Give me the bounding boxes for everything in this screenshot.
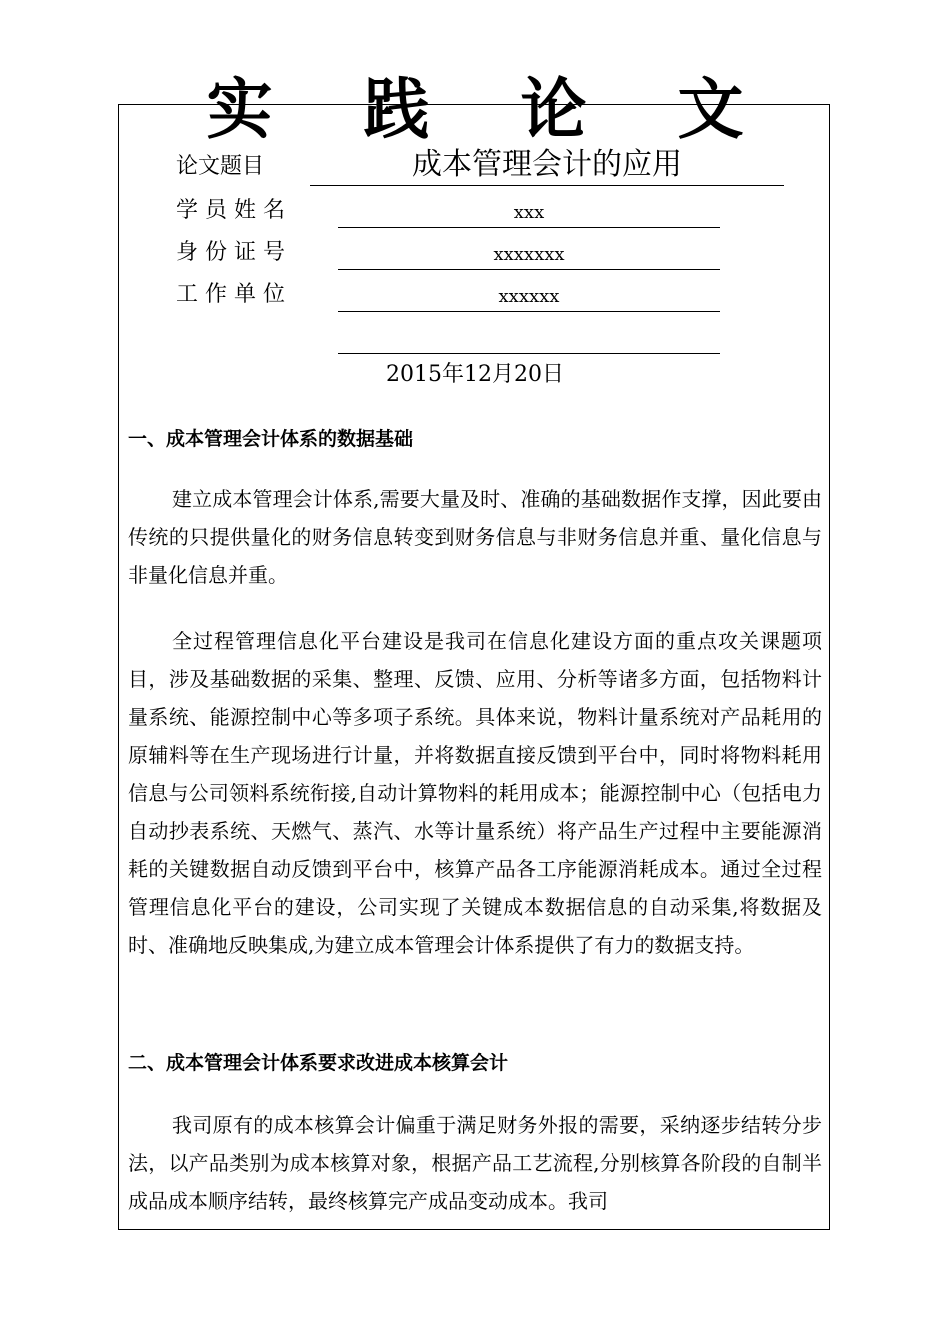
paragraph-2: 全过程管理信息化平台建设是我司在信息化建设方面的重点攻关课题项目，涉及基础数据的采集、整理、反馈、应用、分析等诸多方面，包括物料计量系统、能源控制中心等多项子系统。具体来说，物料计量系统对产品耗用的原辅料等在生产现场进行计量，并将数据直接反馈到平台中，同时将物料耗用信息与公司领料系统衔接,自动计算物料的耗用成本；能源控制中心（包括电力自动抄表系统、天燃气、蒸汽、水等计量系统）将产品生产过程中主要能源消耗的关键数据自动反馈到平台中，核算产品各工序能源消耗成本。通过全过程管理信息化平台的建设，公司实现了关键成本数据信息的自动采集,将数据及时、准确地反映集成,为建立成本管理会计体系提供了有力的数据支持。 (128, 629, 822, 957)
paragraph-1: 建立成本管理会计体系,需要大量及时、准确的基础数据作支撑，因此要由传统的只提供量化的财务信息转变到财务信息与非财务信息并重、量化信息与非量化信息并重。 (128, 487, 822, 587)
paragraph-3: 我司原有的成本核算会计偏重于满足财务外报的需要，采纳逐步结转分步法，以产品类别为成本核算对象，根据产品工艺流程,分别核算各阶段的自制半成品成本顺序结转，最终核算完产成品变动成本。我司 (128, 1113, 822, 1213)
name-value: xxx (338, 200, 720, 228)
blank-underline (338, 326, 720, 354)
document-title: 实 践 论 文 (206, 71, 778, 148)
section-heading-2: 二、成本管理会计体系要求改进成本核算会计 (128, 1052, 509, 1074)
id-label: 身 份 证 号 (176, 240, 285, 265)
unit-label: 工 作 单 位 (176, 282, 285, 307)
section-heading-1: 一、成本管理会计体系的数据基础 (128, 428, 414, 450)
topic-label: 论文题目 (176, 154, 265, 179)
unit-value: xxxxxx (338, 284, 720, 312)
date: 2015年12月20日 (386, 362, 564, 387)
topic-value: 成本管理会计的应用 (310, 148, 784, 186)
name-label: 学 员 姓 名 (176, 198, 285, 223)
id-value: xxxxxxx (338, 242, 720, 270)
